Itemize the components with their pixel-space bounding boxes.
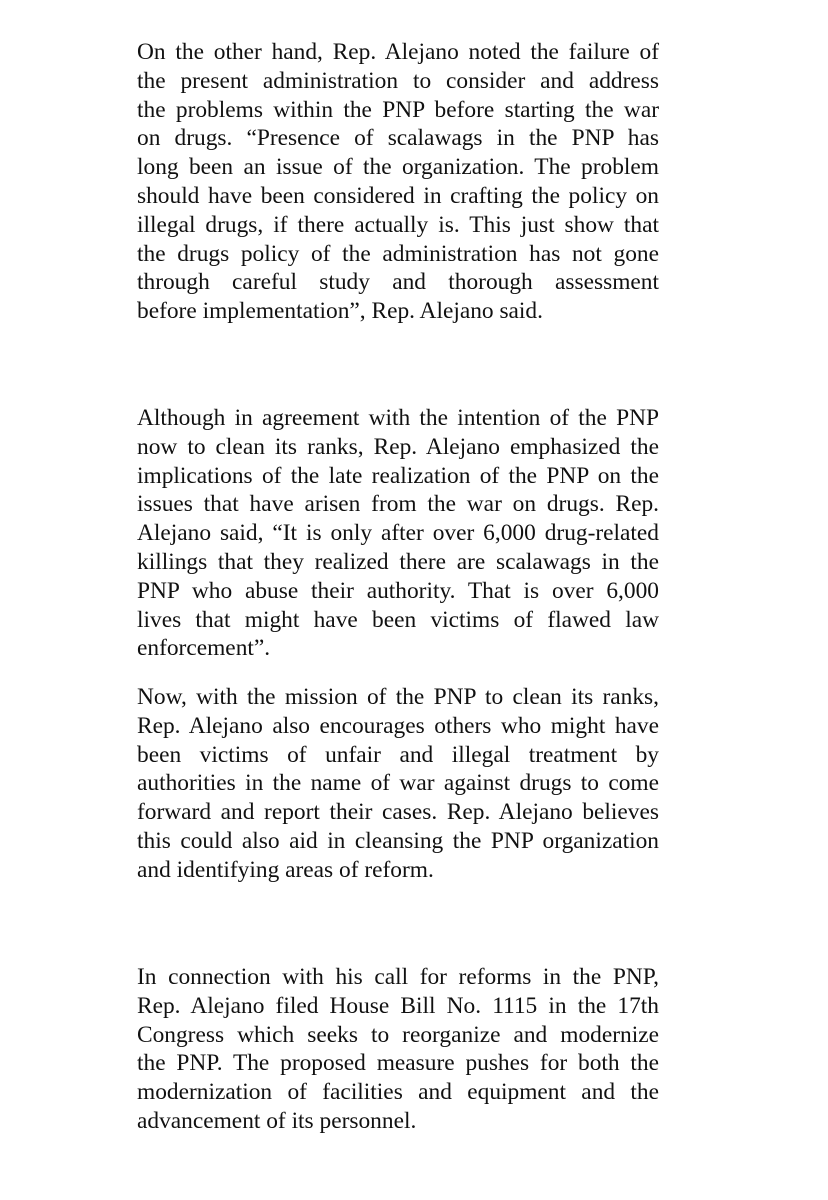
paragraph-failure-of-administration [137, 38, 659, 326]
text-line: lives that might have been victims of flawed law [137, 606, 659, 633]
text-line: Although in agreement with the intention of the PNP [137, 405, 659, 431]
text-line: authorities in the name of war against drugs to come [137, 770, 659, 797]
text-line: on drugs. “Presence of scalawags in the PNP has [137, 125, 659, 152]
text-line: through careful study and thorough assessment [137, 269, 659, 296]
text-line: issues that have arisen from the war on drugs. Rep. [137, 491, 659, 518]
paragraph-house-bill [137, 963, 659, 1136]
text-line: Rep. Alejano filed House Bill No. 1115 in the 17th [137, 992, 659, 1019]
text-line: should have been considered in crafting the policy on [137, 182, 659, 209]
text-line: been victims of unfair and illegal treatment by [137, 741, 659, 768]
text-line: the drugs policy of the administration has not gone [137, 240, 659, 267]
text-line: the PNP. The proposed measure pushes for both the [137, 1050, 659, 1077]
text-line: now to clean its ranks, Rep. Alejano emphasized the [137, 433, 659, 460]
text-line: enforcement”. [137, 635, 271, 662]
text-line: PNP who abuse their authority. That is over 6,000 [137, 577, 659, 604]
paragraph-encourage-victims [137, 683, 659, 885]
text-line: advancement of its personnel. [137, 1107, 417, 1134]
text-line: before implementation”, Rep. Alejano said. [137, 298, 543, 325]
text-line: Congress which seeks to reorganize and modernize [137, 1021, 659, 1048]
text-line: Now, with the mission of the PNP to clean its ranks, [137, 684, 659, 710]
text-line: long been an issue of the organization. The problem [137, 154, 659, 181]
text-line: On the other hand, Rep. Alejano noted the failure of [137, 39, 659, 65]
text-line: the problems within the PNP before starting the war [137, 96, 659, 123]
text-line: modernization of facilities and equipment and the [137, 1079, 659, 1106]
text-line: Rep. Alejano also encourages others who might have [137, 712, 659, 739]
paragraph-late-realization [137, 404, 659, 663]
text-line: In connection with his call for reforms in the PNP, [137, 964, 659, 990]
text-line: this could also aid in cleansing the PNP organization [137, 827, 659, 854]
text-line: implications of the late realization of the PNP on the [137, 462, 659, 489]
text-line: and identifying areas of reform. [137, 856, 434, 883]
text-line: forward and report their cases. Rep. Alejano believes [137, 799, 659, 826]
text-line: Alejano said, “It is only after over 6,000 drug-related [137, 520, 659, 547]
text-line: killings that they realized there are scalawags in the [137, 548, 659, 575]
text-line: illegal drugs, if there actually is. This just show that [137, 211, 659, 238]
text-line: the present administration to consider and address [137, 67, 659, 94]
